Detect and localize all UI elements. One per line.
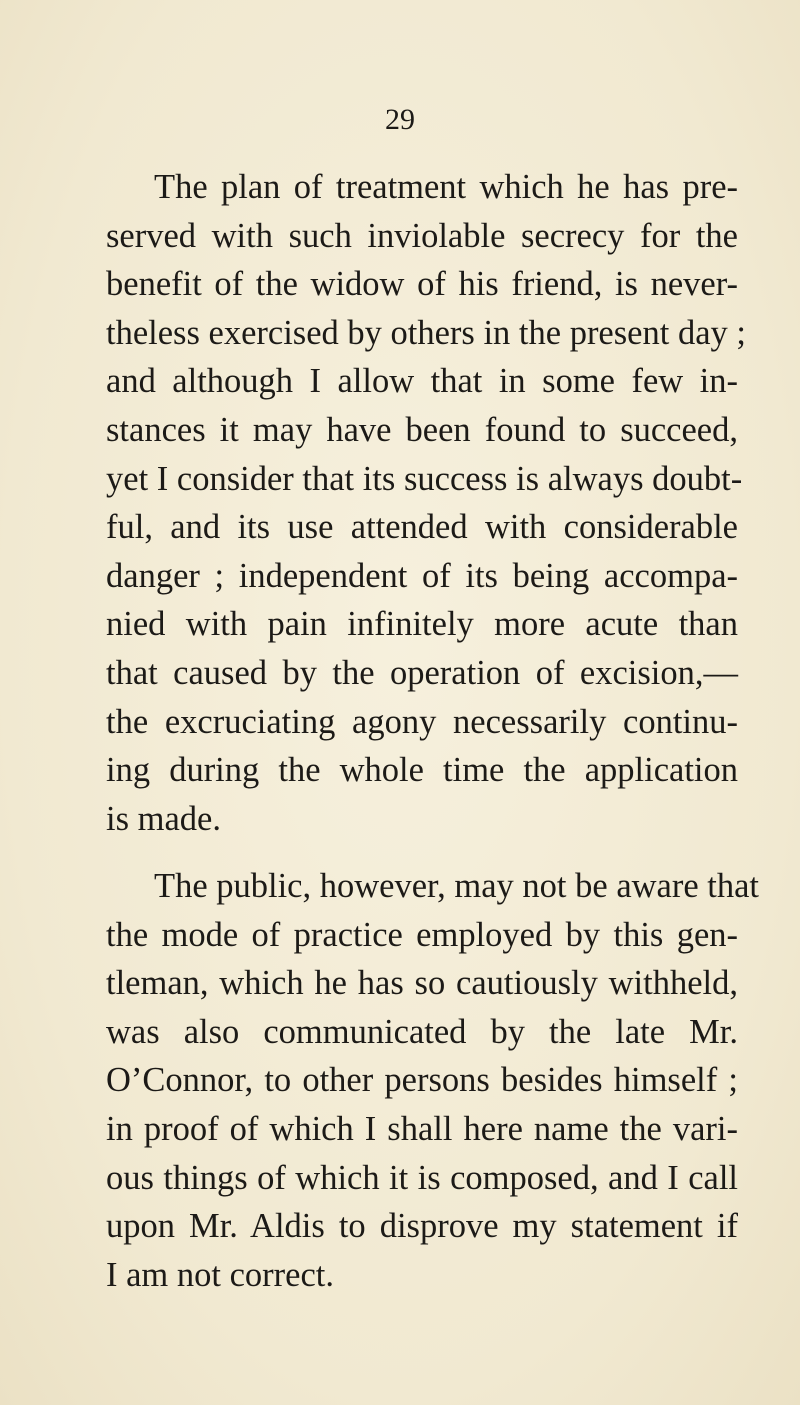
paragraph-1	[106, 163, 746, 843]
text-line: stances it may have been found to succeed,	[106, 410, 738, 449]
text-line: benefit of the widow of his friend, is never-	[106, 265, 738, 304]
text-line: was also communicated by the late Mr.	[106, 1012, 738, 1051]
text-line: that caused by the operation of excision,—	[106, 653, 738, 692]
text-line: nied with pain infinitely more acute than	[106, 605, 738, 644]
text-line: ous things of which it is composed, and I call	[106, 1158, 738, 1197]
text-line: the excruciating agony necessarily continu-	[106, 702, 738, 741]
page-number: 29	[385, 103, 415, 136]
paragraph-2	[106, 862, 760, 1299]
text-line: served with such inviolable secrecy for the	[106, 216, 738, 255]
text-line: danger ; independent of its being accompa-	[106, 556, 738, 595]
text-line: O’Connor, to other persons besides himself ;	[106, 1061, 738, 1100]
text-line: ing during the whole time the application	[106, 751, 738, 790]
text-line: upon Mr. Aldis to disprove my statement if	[106, 1207, 738, 1246]
text-line: tleman, which he has so cautiously withheld,	[106, 964, 738, 1003]
text-line: I am not correct.	[106, 1255, 334, 1294]
text-line: The public, however, may not be aware that	[154, 867, 760, 905]
text-line: The plan of treatment which he has pre-	[154, 168, 738, 206]
text-line: yet I consider that its success is always doubt-	[106, 459, 743, 498]
text-line: theless exercised by others in the present day ;	[106, 313, 746, 352]
text-line: and although I allow that in some few in-	[106, 362, 738, 401]
text-line: the mode of practice employed by this gen-	[106, 915, 738, 954]
text-line: is made.	[106, 799, 221, 838]
text-line: ful, and its use attended with considerable	[106, 508, 738, 547]
text-line: in proof of which I shall here name the vari-	[106, 1109, 738, 1148]
